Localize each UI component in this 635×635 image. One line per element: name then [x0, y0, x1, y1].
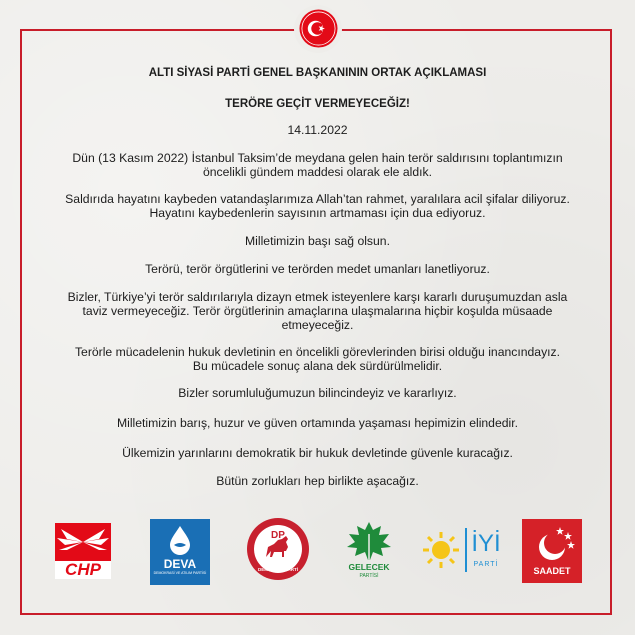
paragraph: Milletimizin barış, huzur ve güven ortamında yaşaması hepimizin elindedir.	[116, 416, 518, 430]
paragraph: Dün (13 Kasım 2022) İstanbul Taksim’de meydana gelen hain terör saldırısını toplantımızın öncelikli gündem maddesi olarak ele aldık.	[72, 151, 563, 179]
iyi-logo	[421, 526, 503, 576]
statement-date: 14.11.2022	[287, 123, 348, 137]
paragraph: Bütün zorlukları hep birlikte aşacağız.	[216, 474, 419, 488]
saadet-crescent-icon	[522, 519, 582, 565]
paragraph: Ülkemizin yarınlarını demokratik bir hukuk devletinde güvenle kuracağız.	[122, 446, 513, 460]
deva-sublabel: DEMOKRASİ VE ATILIM PARTİSİ	[153, 571, 207, 575]
gelecek-logo	[339, 520, 399, 584]
iyi-sun-icon	[421, 530, 461, 570]
dp-logo	[246, 517, 310, 581]
iyi-sublabel: PARTİ	[473, 561, 499, 568]
iyi-divider	[465, 528, 467, 572]
deva-logo	[150, 519, 210, 585]
saadet-label: SAADET	[533, 566, 571, 576]
gelecek-label: GELECEK	[348, 562, 390, 572]
paragraph: Bizler sorumluluğumuzun bilincindeyiz ve kararlıyız.	[178, 386, 457, 400]
gelecek-leaf-icon	[339, 520, 399, 562]
statement-subheading: TERÖRE GEÇİT VERMEYECEĞİZ!	[225, 98, 410, 110]
deva-label: DEVA	[163, 557, 197, 571]
dp-sublabel: DEMOKRAT PARTİ	[257, 567, 299, 572]
statement-heading: ALTI SİYASİ PARTİ GENEL BAŞKANININ ORTAK AÇIKLAMASI	[148, 67, 487, 79]
deva-drop-icon	[150, 519, 210, 559]
chp-logo	[53, 521, 113, 581]
paragraph: Saldırıda hayatını kaybeden vatandaşlarımıza Allah’tan rahmet, yaralılara acil şifalar diliyoruz. Hayatını kaybedenlerin sayısının artmaması için dua ediyoruz.	[65, 192, 570, 220]
paragraph: Terörü, terör örgütlerini ve terörden medet umanları lanetliyoruz.	[145, 262, 490, 276]
dp-label: DP	[271, 530, 285, 541]
saadet-logo	[522, 519, 582, 583]
paragraph: Terörle mücadelenin hukuk devletinin en öncelikli görevlerinden birisi olduğu inancındayız. Bu mücadele sonuç alana dek sürdürülmelidir.	[74, 345, 561, 373]
turkish-flag-emblem-icon	[299, 9, 338, 48]
iyi-label: İYİ	[471, 530, 501, 557]
paragraph: Milletimizin başı sağ olsun.	[245, 234, 390, 248]
chp-label: CHP	[65, 560, 101, 579]
gelecek-sublabel: PARTİSİ	[359, 573, 379, 579]
paragraph: Bizler, Türkiye’yi terör saldırılarıyla dizayn etmek isteyenlere karşı kararlı duruşumuzdan asla taviz vermeyeceğiz. Terör örgütlerinin amaçlarına ulaşmalarına hiçbir koşulda müsaade etmeyeceğiz.	[67, 290, 568, 332]
